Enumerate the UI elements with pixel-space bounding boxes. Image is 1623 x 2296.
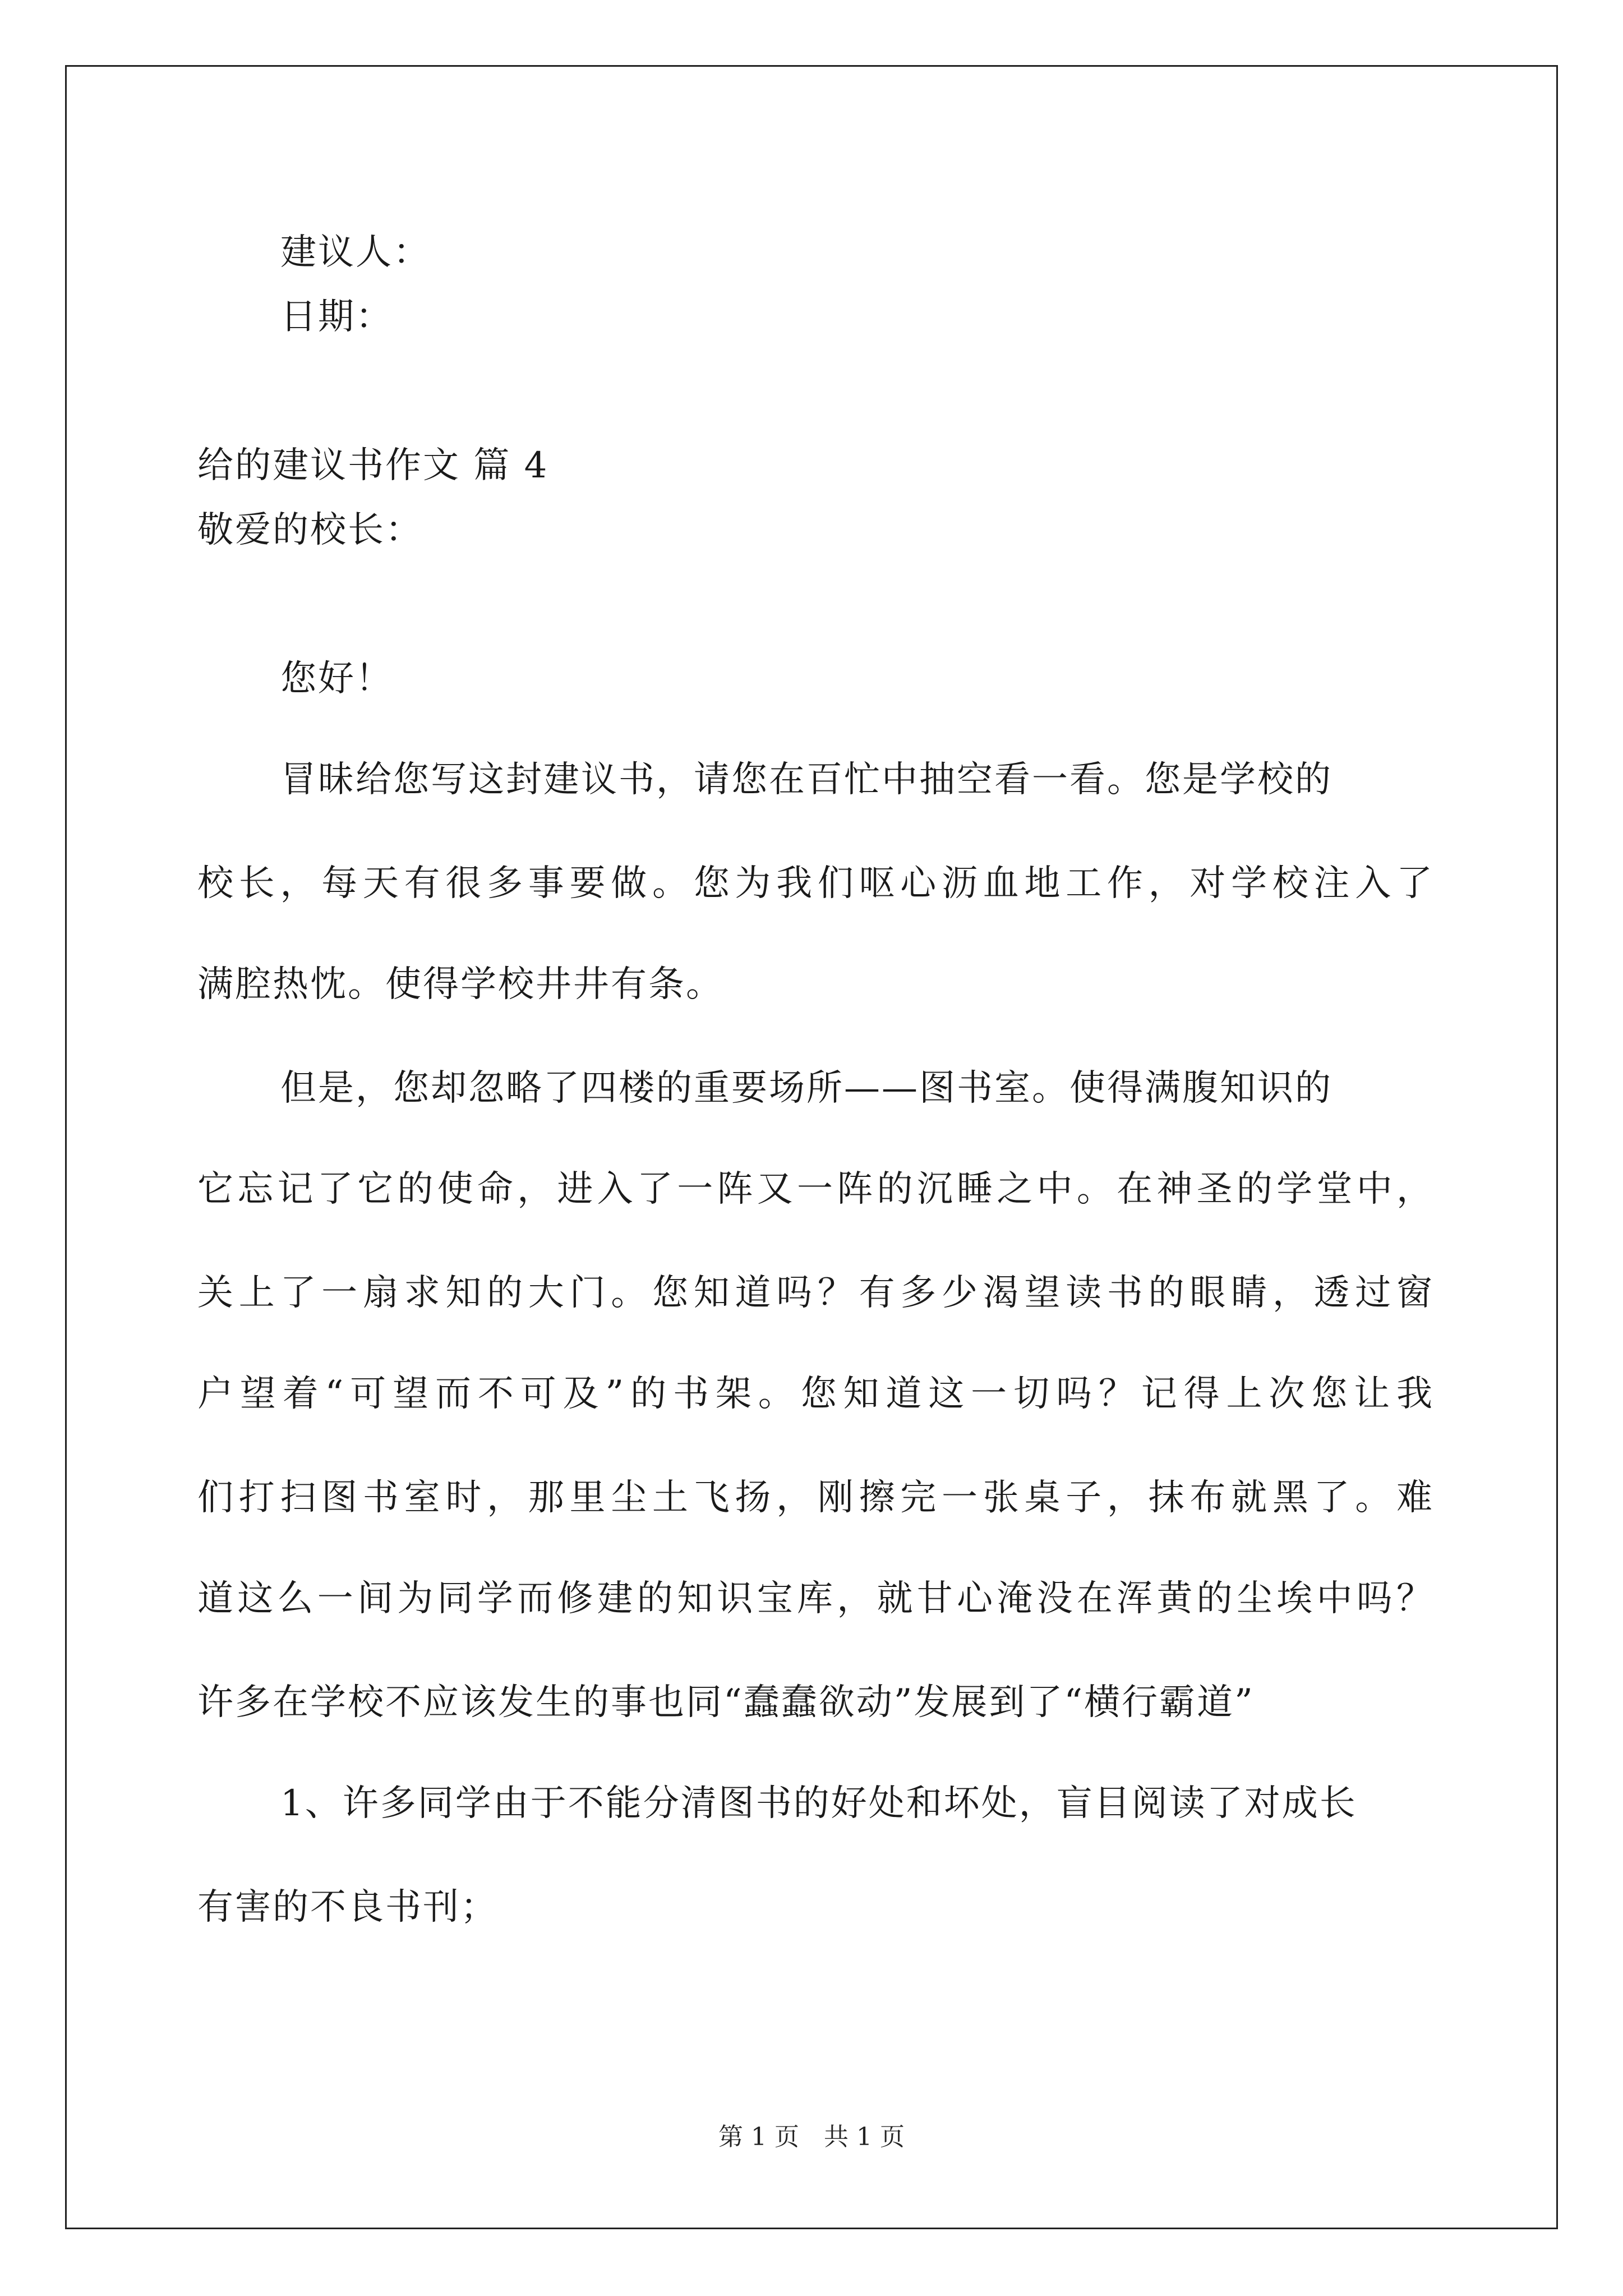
salutation: 敬爱的校长： [197, 509, 423, 551]
paragraph-2-line-6: 道这么一间为同学而修建的知识宝库，就甘心淹没在浑黄的尘埃中吗？ [197, 1578, 1434, 1619]
page-footer: 第 1 页 共 1 页 [718, 2123, 905, 2151]
paragraph-2-line-1: 但是，您却忽略了四楼的重要场所——图书室。使得满腹知识的 [280, 1068, 1332, 1109]
paragraph-1-line-3: 满腔热忱。使得学校井井有条。 [197, 964, 723, 1005]
paragraph-2-line-4: 户望着“可望而不可及”的书架。您知道这一切吗？记得上次您让我 [197, 1373, 1434, 1415]
paragraph-1-line-1: 冒昧给您写这封建议书，请您在百忙中抽空看一看。您是学校的 [280, 759, 1332, 800]
essay-heading: 给的建议书作文 篇 4 [197, 445, 549, 486]
paragraph-2-line-5: 们打扫图书室时，那里尘土飞扬，刚擦完一张桌子，抹布就黑了。难 [197, 1477, 1434, 1519]
greeting: 您好！ [280, 658, 393, 700]
signer-label: 建议人： [280, 232, 431, 273]
paragraph-2-line-2: 它忘记了它的使命，进入了一阵又一阵的沉睡之中。在神圣的学堂中， [197, 1168, 1434, 1210]
paragraph-2-line-3: 关上了一扇求知的大门。您知道吗？有多少渴望读书的眼睛，透过窗 [197, 1272, 1434, 1314]
date-label: 日期： [280, 296, 393, 338]
paragraph-1-line-2: 校长，每天有很多事要做。您为我们呕心沥血地工作，对学校注入了 [197, 863, 1434, 904]
list-item-1-line-2: 有害的不良书刊； [197, 1887, 498, 1928]
list-item-1-line-1: 1、许多同学由于不能分清图书的好处和坏处，盲目阅读了对成长 [280, 1783, 1357, 1824]
paragraph-2-line-7: 许多在学校不应该发生的事也同“蠢蠢欲动”发展到了“横行霸道” [197, 1682, 1255, 1723]
